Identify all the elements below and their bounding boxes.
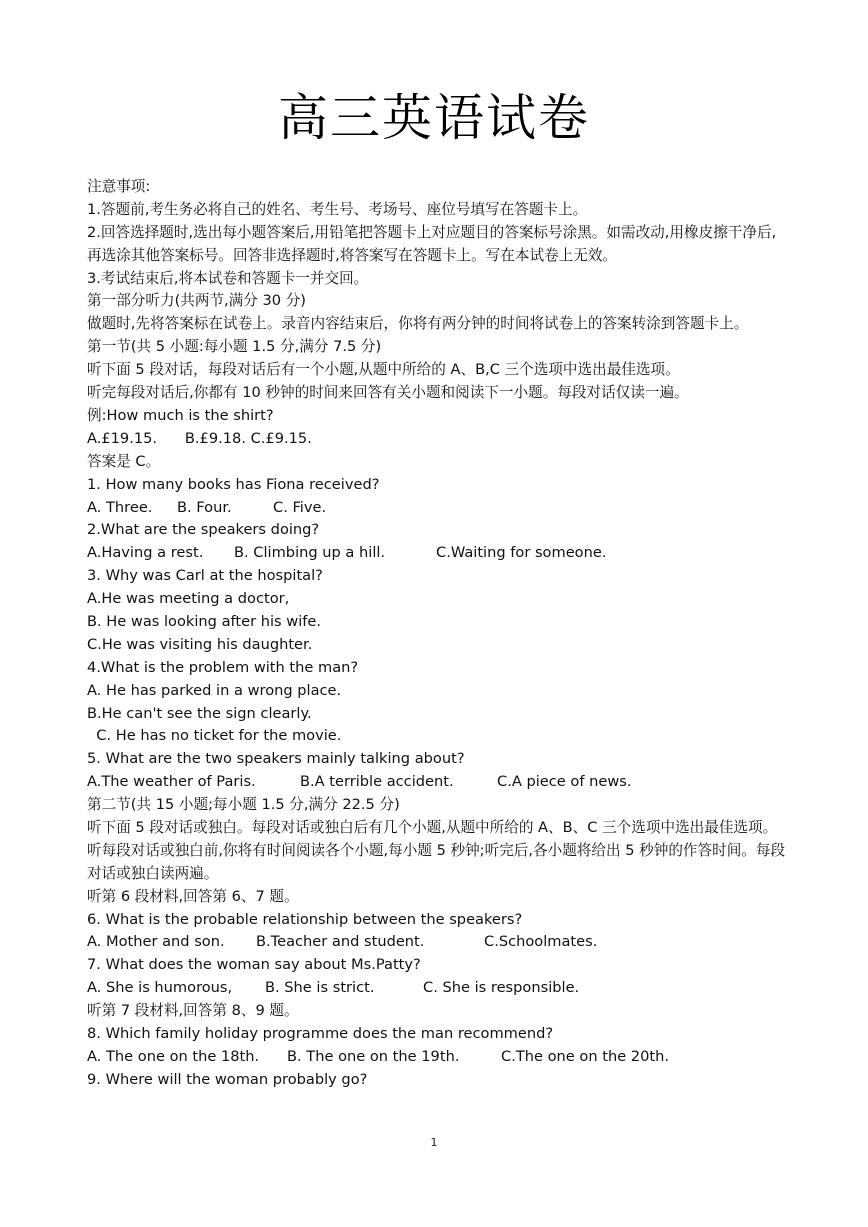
exam-title: 高三英语试卷 [278, 89, 590, 147]
question-1-options [87, 497, 787, 520]
option-b: B. She is strict. [265, 979, 375, 997]
notice-heading: 注意事项: [87, 178, 151, 195]
question-3-option-c: C.He was visiting his daughter. [87, 635, 313, 653]
exam-content [87, 176, 787, 1092]
section1-instruction-1: 听下面 5 段对话，每段对话后有一个小题,从题中所给的 A、B,C 三个选项中选出最佳选项。 [87, 361, 680, 379]
section2-instruction: 听下面 5 段对话或独白。每段对话或独白后有几个小题,从题中所给的 A、B、C 三个选项中选出最佳选项。听每段对话或独白前,你将有时间阅读各个小题,每小题 5 秒钟;听完后,各小题将给出 5 秒钟的作答时间。每段对话或独白读两遍。 [87, 818, 786, 882]
question-8-options [87, 1046, 787, 1069]
question-7-options [87, 977, 787, 1000]
option-a: A. Mother and son. [87, 933, 225, 951]
question-1: 1. How many books has Fiona received? [87, 475, 380, 493]
option-c: C. Five. [273, 498, 327, 516]
question-4-option-c: C. He has no ticket for the movie. [87, 727, 342, 745]
option-c: C.The one on the 20th. [501, 1047, 669, 1065]
question-9: 9. Where will the woman probably go? [87, 1070, 368, 1088]
option-c: C.Schoolmates. [484, 933, 598, 951]
option-c: C.A piece of news. [497, 773, 632, 791]
question-8: 8. Which family holiday programme does the man recommend? [87, 1025, 554, 1043]
question-3-option-b: B. He was looking after his wife. [87, 612, 322, 630]
material-6-heading: 听第 6 段材料,回答第 6、7 题。 [87, 887, 299, 905]
question-2: 2.What are the speakers doing? [87, 521, 320, 539]
question-4-option-b: B.He can't see the sign clearly. [87, 704, 312, 722]
material-7-heading: 听第 7 段材料,回答第 8、9 题。 [87, 1002, 299, 1020]
option-b: B.Teacher and student. [256, 933, 425, 951]
question-4: 4.What is the problem with the man? [87, 658, 359, 676]
example-options: A.£19.15. B.£9.18. C.£9.15. [87, 429, 312, 447]
option-c: C.Waiting for someone. [436, 544, 607, 562]
question-5: 5. What are the two speakers mainly talking about? [87, 750, 465, 768]
option-b: B. Four. [177, 498, 232, 516]
notice-item-3: 3.考试结束后,将本试卷和答题卡一并交回。 [87, 269, 369, 287]
option-b: B. The one on the 19th. [287, 1047, 460, 1065]
question-6-options [87, 931, 787, 954]
option-a: A. She is humorous, [87, 979, 233, 997]
question-3-option-a: A.He was meeting a doctor, [87, 590, 290, 608]
question-6: 6. What is the probable relationship between the speakers? [87, 910, 523, 928]
option-a: A.The weather of Paris. [87, 773, 256, 791]
option-a: A. The one on the 18th. [87, 1047, 260, 1065]
part1-heading: 第一部分听力(共两节,满分 30 分) [87, 292, 306, 310]
option-a: A.Having a rest. [87, 544, 204, 562]
question-3: 3. Why was Carl at the hospital? [87, 567, 323, 585]
question-5-options [87, 771, 787, 794]
option-c: C. She is responsible. [423, 979, 580, 997]
section1-instruction-2: 听完每段对话后,你都有 10 秒钟的时间来回答有关小题和阅读下一小题。每段对话仅读一遍。 [87, 384, 689, 402]
option-b: B.A terrible accident. [300, 773, 454, 791]
section2-heading: 第二节(共 15 小题;每小题 1.5 分,满分 22.5 分) [87, 796, 400, 814]
notice-item-1: 1.答题前,考生务必将自己的姓名、考生号、考场号、座位号填写在答题卡上。 [87, 200, 588, 218]
option-b: B. Climbing up a hill. [234, 544, 386, 562]
example-answer: 答案是 C。 [87, 452, 161, 470]
question-7: 7. What does the woman say about Ms.Patty? [87, 956, 421, 974]
question-4-option-a: A. He has parked in a wrong place. [87, 681, 342, 699]
section1-heading: 第一节(共 5 小题:每小题 1.5 分,满分 7.5 分) [87, 338, 382, 356]
notice-item-2: 2.回答选择题时,选出每小题答案后,用铅笔把答题卡上对应题目的答案标号涂黑。如需改动,用橡皮擦干净后,再选涂其他答案标号。回答非选择题时,将答案写在答题卡上。写在本试卷上无效。 [87, 223, 777, 264]
part1-instruction: 做题时,先将答案标在试卷上。录音内容结束后，你将有两分钟的时间将试卷上的答案转涂到答题卡上。 [87, 315, 749, 333]
example-question: 例:How much is the shirt? [87, 406, 274, 424]
page-number: 1 [430, 1136, 438, 1149]
question-2-options [87, 542, 787, 565]
option-a: A. Three. [87, 498, 153, 516]
